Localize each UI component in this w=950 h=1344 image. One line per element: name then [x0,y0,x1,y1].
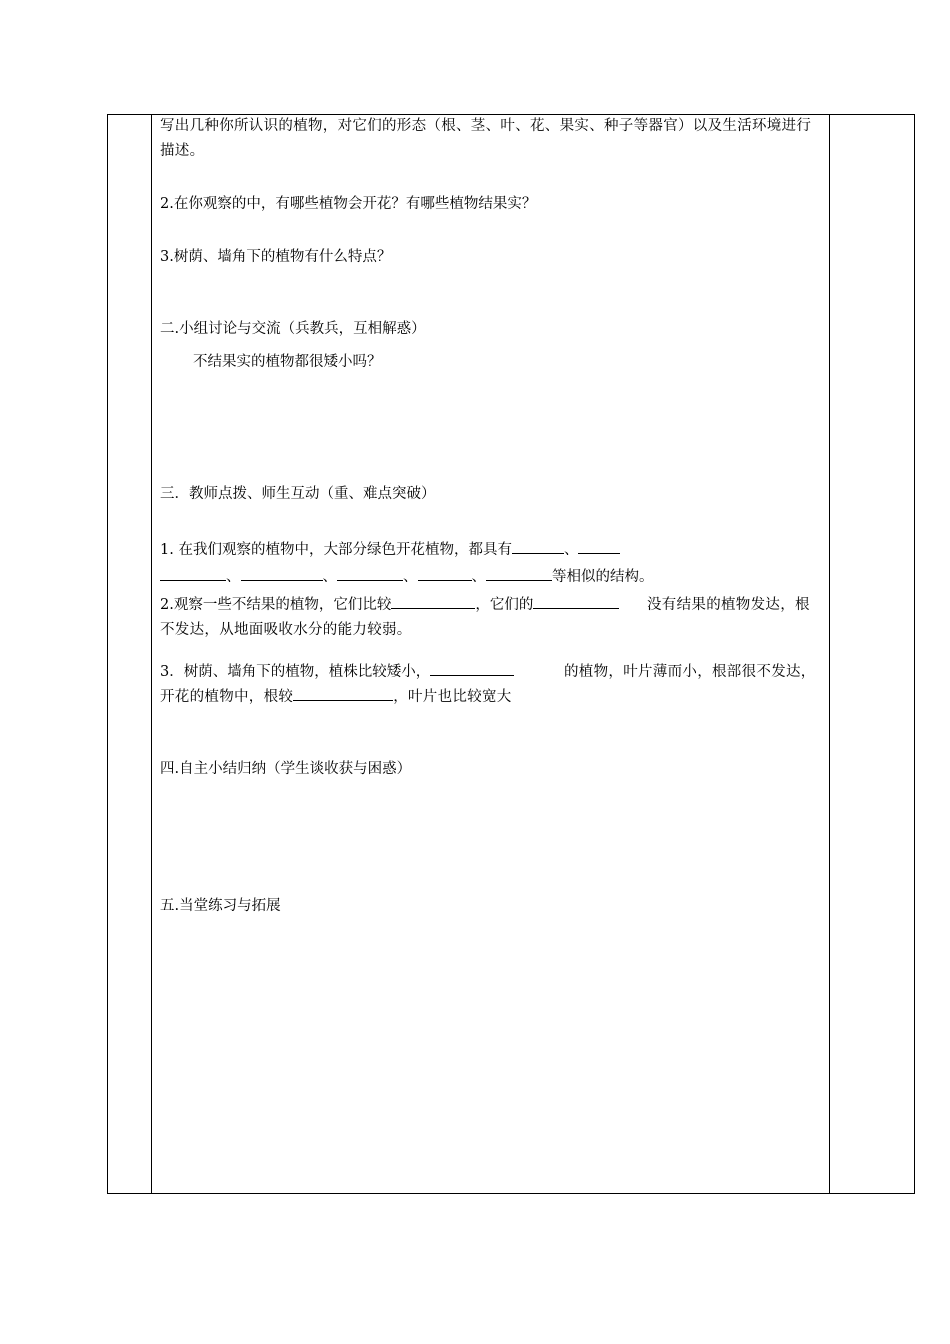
fill-blank[interactable] [578,539,620,554]
item3-text-b: 的植物，叶片薄而小，根部很不发达，开花的植物中，根较 [160,664,816,705]
fill-blank[interactable] [512,539,564,554]
section2-question: 不结果实的植物都很矮小吗？ [193,354,382,370]
fill-blank[interactable] [241,566,323,581]
item1-text-b: 等相似的结构。 [552,569,654,585]
item3-text-a: 3．树荫、墙角下的植物，植株比较矮小， [160,664,431,680]
fill-blank[interactable] [418,566,472,581]
fill-blank[interactable] [293,686,393,701]
section3-item1-line1 [160,538,824,563]
section2-heading: 二.小组讨论与交流（兵教兵，互相解惑） [160,321,426,337]
item2-text-a: 2.观察一些不结果的植物，它们比较 [160,597,392,613]
item1-text-a: 1. 在我们观察的植物中，大部分绿色开花植物，都具有 [160,542,512,558]
section3-heading: 三．教师点拨、师生互动（重、难点突破） [160,486,436,502]
section1-intro: 写出几种你所认识的植物，对它们的形态（根、茎、叶、花、果实、种子等器官）以及生活环境进行描述。 [160,118,812,159]
worksheet-table [107,114,915,1194]
section4-heading: 四.自主小结归纳（学生谈收获与困惑） [160,761,412,777]
separator: 、 [226,569,241,585]
separator: 、 [471,569,486,585]
section1-question-2: 2.在你观察的中，有哪些植物会开花？有哪些植物结果实？ [160,196,537,212]
fill-blank[interactable] [337,566,403,581]
left-column-divider [151,115,152,1193]
section1-question-3: 3.树荫、墙角下的植物有什么特点？ [160,249,392,265]
section5-heading: 五.当堂练习与拓展 [160,898,281,914]
separator: 、 [563,542,579,558]
section3-item3-rest [160,660,824,710]
right-column-divider [829,115,830,1193]
separator: 、 [403,569,418,585]
section3-item2-rest: 没有结果的植物发达，根不发达，从地面吸收水分的能力较弱。 [160,597,810,638]
fill-blank[interactable] [160,566,226,581]
item2-text-b: ，它们的 [475,597,534,613]
separator: 、 [322,569,337,585]
fill-blank[interactable] [486,566,552,581]
item3-text-c: ，叶片也比较宽大 [393,689,512,705]
section3-item1-line2 [160,565,824,590]
